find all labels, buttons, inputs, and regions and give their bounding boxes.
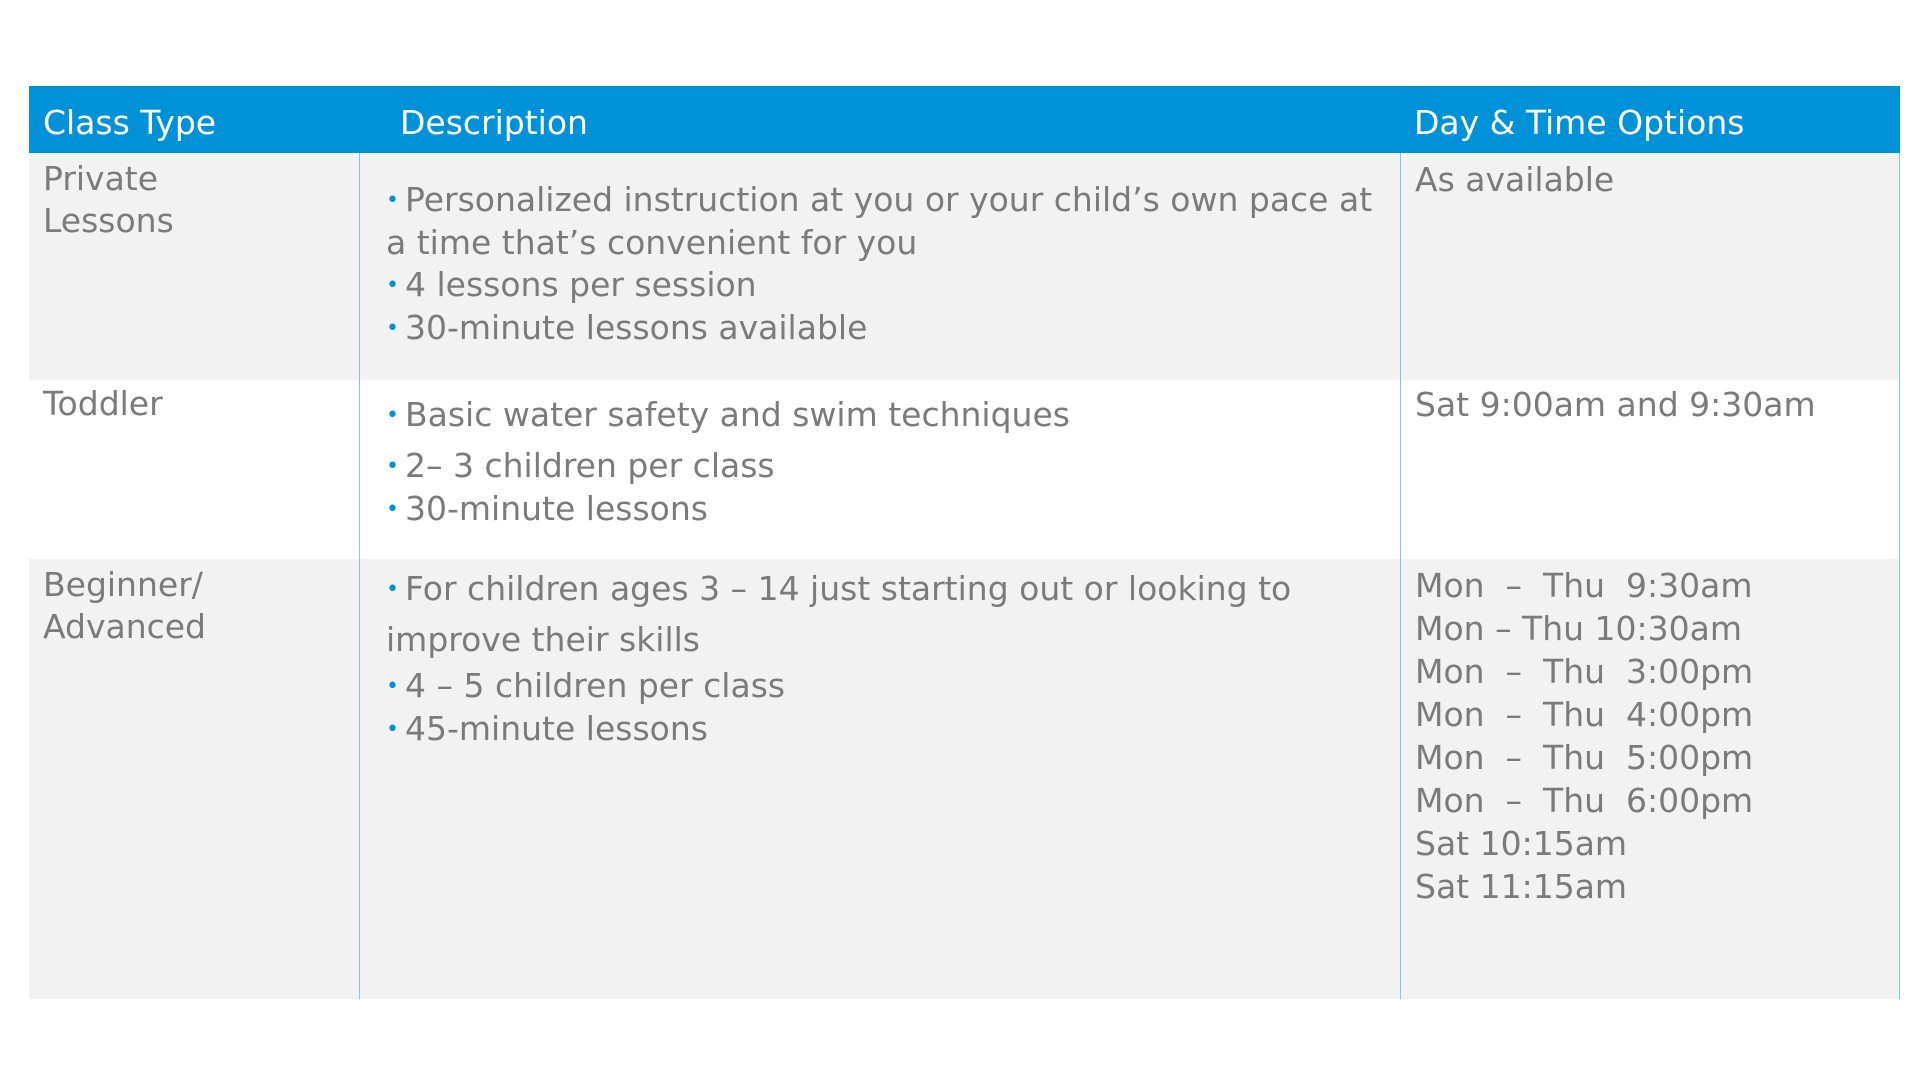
description-item xyxy=(386,179,1400,264)
description-text: 45-minute lessons xyxy=(405,709,708,748)
class-type-line: Beginner/ xyxy=(43,565,203,604)
table-row-private-lessons xyxy=(29,153,1900,380)
time-option: Mon – Thu 10:30am xyxy=(1415,609,1743,648)
time-option: Mon – Thu 4:00pm xyxy=(1415,695,1754,734)
day-time-cell xyxy=(1400,380,1900,559)
bullet-icon: • xyxy=(386,717,399,742)
class-type-cell xyxy=(29,559,359,999)
day-time-cell xyxy=(1400,153,1900,380)
bullet-icon: • xyxy=(386,454,399,479)
header-class-type: Class Type xyxy=(43,103,217,142)
description-item xyxy=(386,307,1400,350)
time-option: Mon – Thu 5:00pm xyxy=(1415,738,1754,777)
class-type-cell xyxy=(29,153,359,380)
description-item xyxy=(386,665,1400,708)
description-item xyxy=(386,488,1400,531)
table-header-row xyxy=(29,86,1900,153)
time-option: Sat 11:15am xyxy=(1415,867,1628,906)
description-text: 30-minute lessons xyxy=(405,489,708,528)
description-cell xyxy=(359,380,1400,559)
bullet-icon: • xyxy=(386,497,399,522)
class-type-line: Advanced xyxy=(43,607,207,646)
description-text: 2– 3 children per class xyxy=(405,446,775,485)
times-list xyxy=(1415,158,1899,201)
class-type-line: Toddler xyxy=(43,384,163,423)
description-text: 30-minute lessons available xyxy=(405,308,868,347)
class-schedule-table xyxy=(29,86,1900,999)
bullet-icon: • xyxy=(386,403,399,428)
time-option: Mon – Thu 9:30am xyxy=(1415,566,1753,605)
time-option: Sat 9:00am and 9:30am xyxy=(1415,385,1816,424)
day-time-cell xyxy=(1400,559,1900,999)
bullet-icon: • xyxy=(386,316,399,341)
description-text: 4 lessons per session xyxy=(405,265,757,304)
time-option: Mon – Thu 6:00pm xyxy=(1415,781,1754,820)
description-item xyxy=(386,708,1400,751)
description-text: 4 – 5 children per class xyxy=(405,666,786,705)
description-list xyxy=(386,564,1400,751)
description-item xyxy=(386,445,1400,488)
header-day-time-options: Day & Time Options xyxy=(1414,103,1745,142)
class-type-cell xyxy=(29,380,359,559)
bullet-icon: • xyxy=(386,188,399,213)
table-row-beginner-advanced xyxy=(29,559,1900,999)
description-item xyxy=(386,394,1400,437)
time-option: Mon – Thu 3:00pm xyxy=(1415,652,1754,691)
description-list xyxy=(386,179,1400,350)
description-cell xyxy=(359,153,1400,380)
times-list xyxy=(1415,383,1899,426)
class-type-line: Private xyxy=(43,159,159,198)
time-option: Sat 10:15am xyxy=(1415,824,1628,863)
bullet-icon: • xyxy=(386,674,399,699)
time-option: As available xyxy=(1415,160,1615,199)
bullet-icon: • xyxy=(386,577,399,602)
description-item xyxy=(386,264,1400,307)
bullet-icon: • xyxy=(386,273,399,298)
description-text: For children ages 3 – 14 just starting out or looking to improve their skills xyxy=(386,569,1292,659)
times-list xyxy=(1415,564,1899,908)
description-list xyxy=(386,394,1400,531)
header-description: Description xyxy=(400,103,588,142)
description-text: Basic water safety and swim techniques xyxy=(405,395,1070,434)
description-text: Personalized instruction at you or your child’s own pace at a time that’s convenient for you xyxy=(386,180,1373,262)
table-row-toddler xyxy=(29,380,1900,559)
description-cell xyxy=(359,559,1400,999)
class-type-line: Lessons xyxy=(43,201,174,240)
description-item xyxy=(386,564,1400,665)
